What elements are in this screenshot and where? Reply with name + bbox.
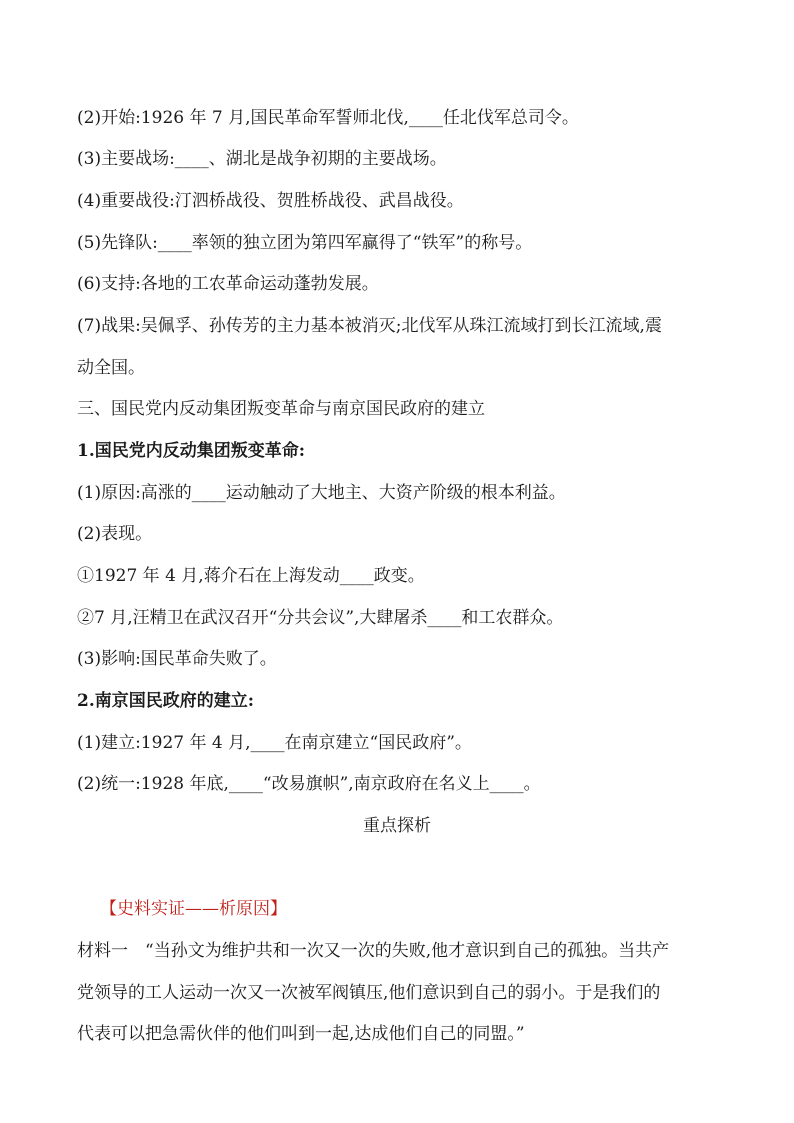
- text-line-cause: (1)原因:高涨的____运动触动了大地主、大资产阶级的根本利益。: [77, 483, 566, 503]
- text-line-impact: (3)影响:国民革命失败了。: [77, 649, 277, 669]
- text-line-start: (2)开始:1926 年 7 月,国民革命军誓师北伐,____任北伐军总司令。: [77, 108, 579, 128]
- text-line-support: (6)支持:各地的工农革命运动蓬勃发展。: [77, 274, 379, 294]
- material-line-1: 材料一 “当孙文为维护共和一次又一次的失败,他才意识到自己的孤独。当共产: [77, 941, 670, 961]
- subheading-source-evidence: 【史料实证——析原因】: [100, 899, 287, 919]
- text-line-manifestation: (2)表现。: [77, 524, 153, 544]
- text-line-establish: (1)建立:1927 年 4 月,____在南京建立“国民政府”。: [77, 733, 472, 753]
- text-line-results: (7)战果:吴佩孚、孙传芳的主力基本被消灭;北伐军从珠江流域打到长江流域,震: [77, 316, 662, 336]
- text-line-battles: (4)重要战役:汀泗桥战役、贺胜桥战役、武昌战役。: [77, 191, 464, 211]
- section-title-key-analysis: 重点探析: [363, 816, 431, 836]
- text-line-coup: ①1927 年 4 月,蒋介石在上海发动____政变。: [77, 566, 425, 586]
- text-line-results-cont: 动全国。: [77, 358, 145, 378]
- material-line-2: 党领导的工人运动一次又一次被军阀镇压,他们意识到自己的弱小。于是我们的: [77, 983, 661, 1003]
- text-line-vanguard: (5)先锋队:____率领的独立团为第四军赢得了“铁军”的称号。: [77, 233, 533, 253]
- subheading-betrayal: 1.国民党内反动集团叛变革命:: [77, 441, 306, 461]
- text-line-unify: (2)统一:1928 年底,____“改易旗帜”,南京政府在名义上____。: [77, 774, 541, 794]
- text-line-wuhan: ②7 月,汪精卫在武汉召开“分共会议”,大肆屠杀____和工农群众。: [77, 608, 564, 628]
- text-line-battlefield: (3)主要战场:____、湖北是战争初期的主要战场。: [77, 149, 447, 169]
- section-heading-three: 三、国民党内反动集团叛变革命与南京国民政府的建立: [77, 399, 485, 419]
- subheading-nanjing: 2.南京国民政府的建立:: [77, 691, 255, 711]
- material-line-3: 代表可以把急需伙伴的他们叫到一起,达成他们自己的同盟。”: [77, 1024, 525, 1044]
